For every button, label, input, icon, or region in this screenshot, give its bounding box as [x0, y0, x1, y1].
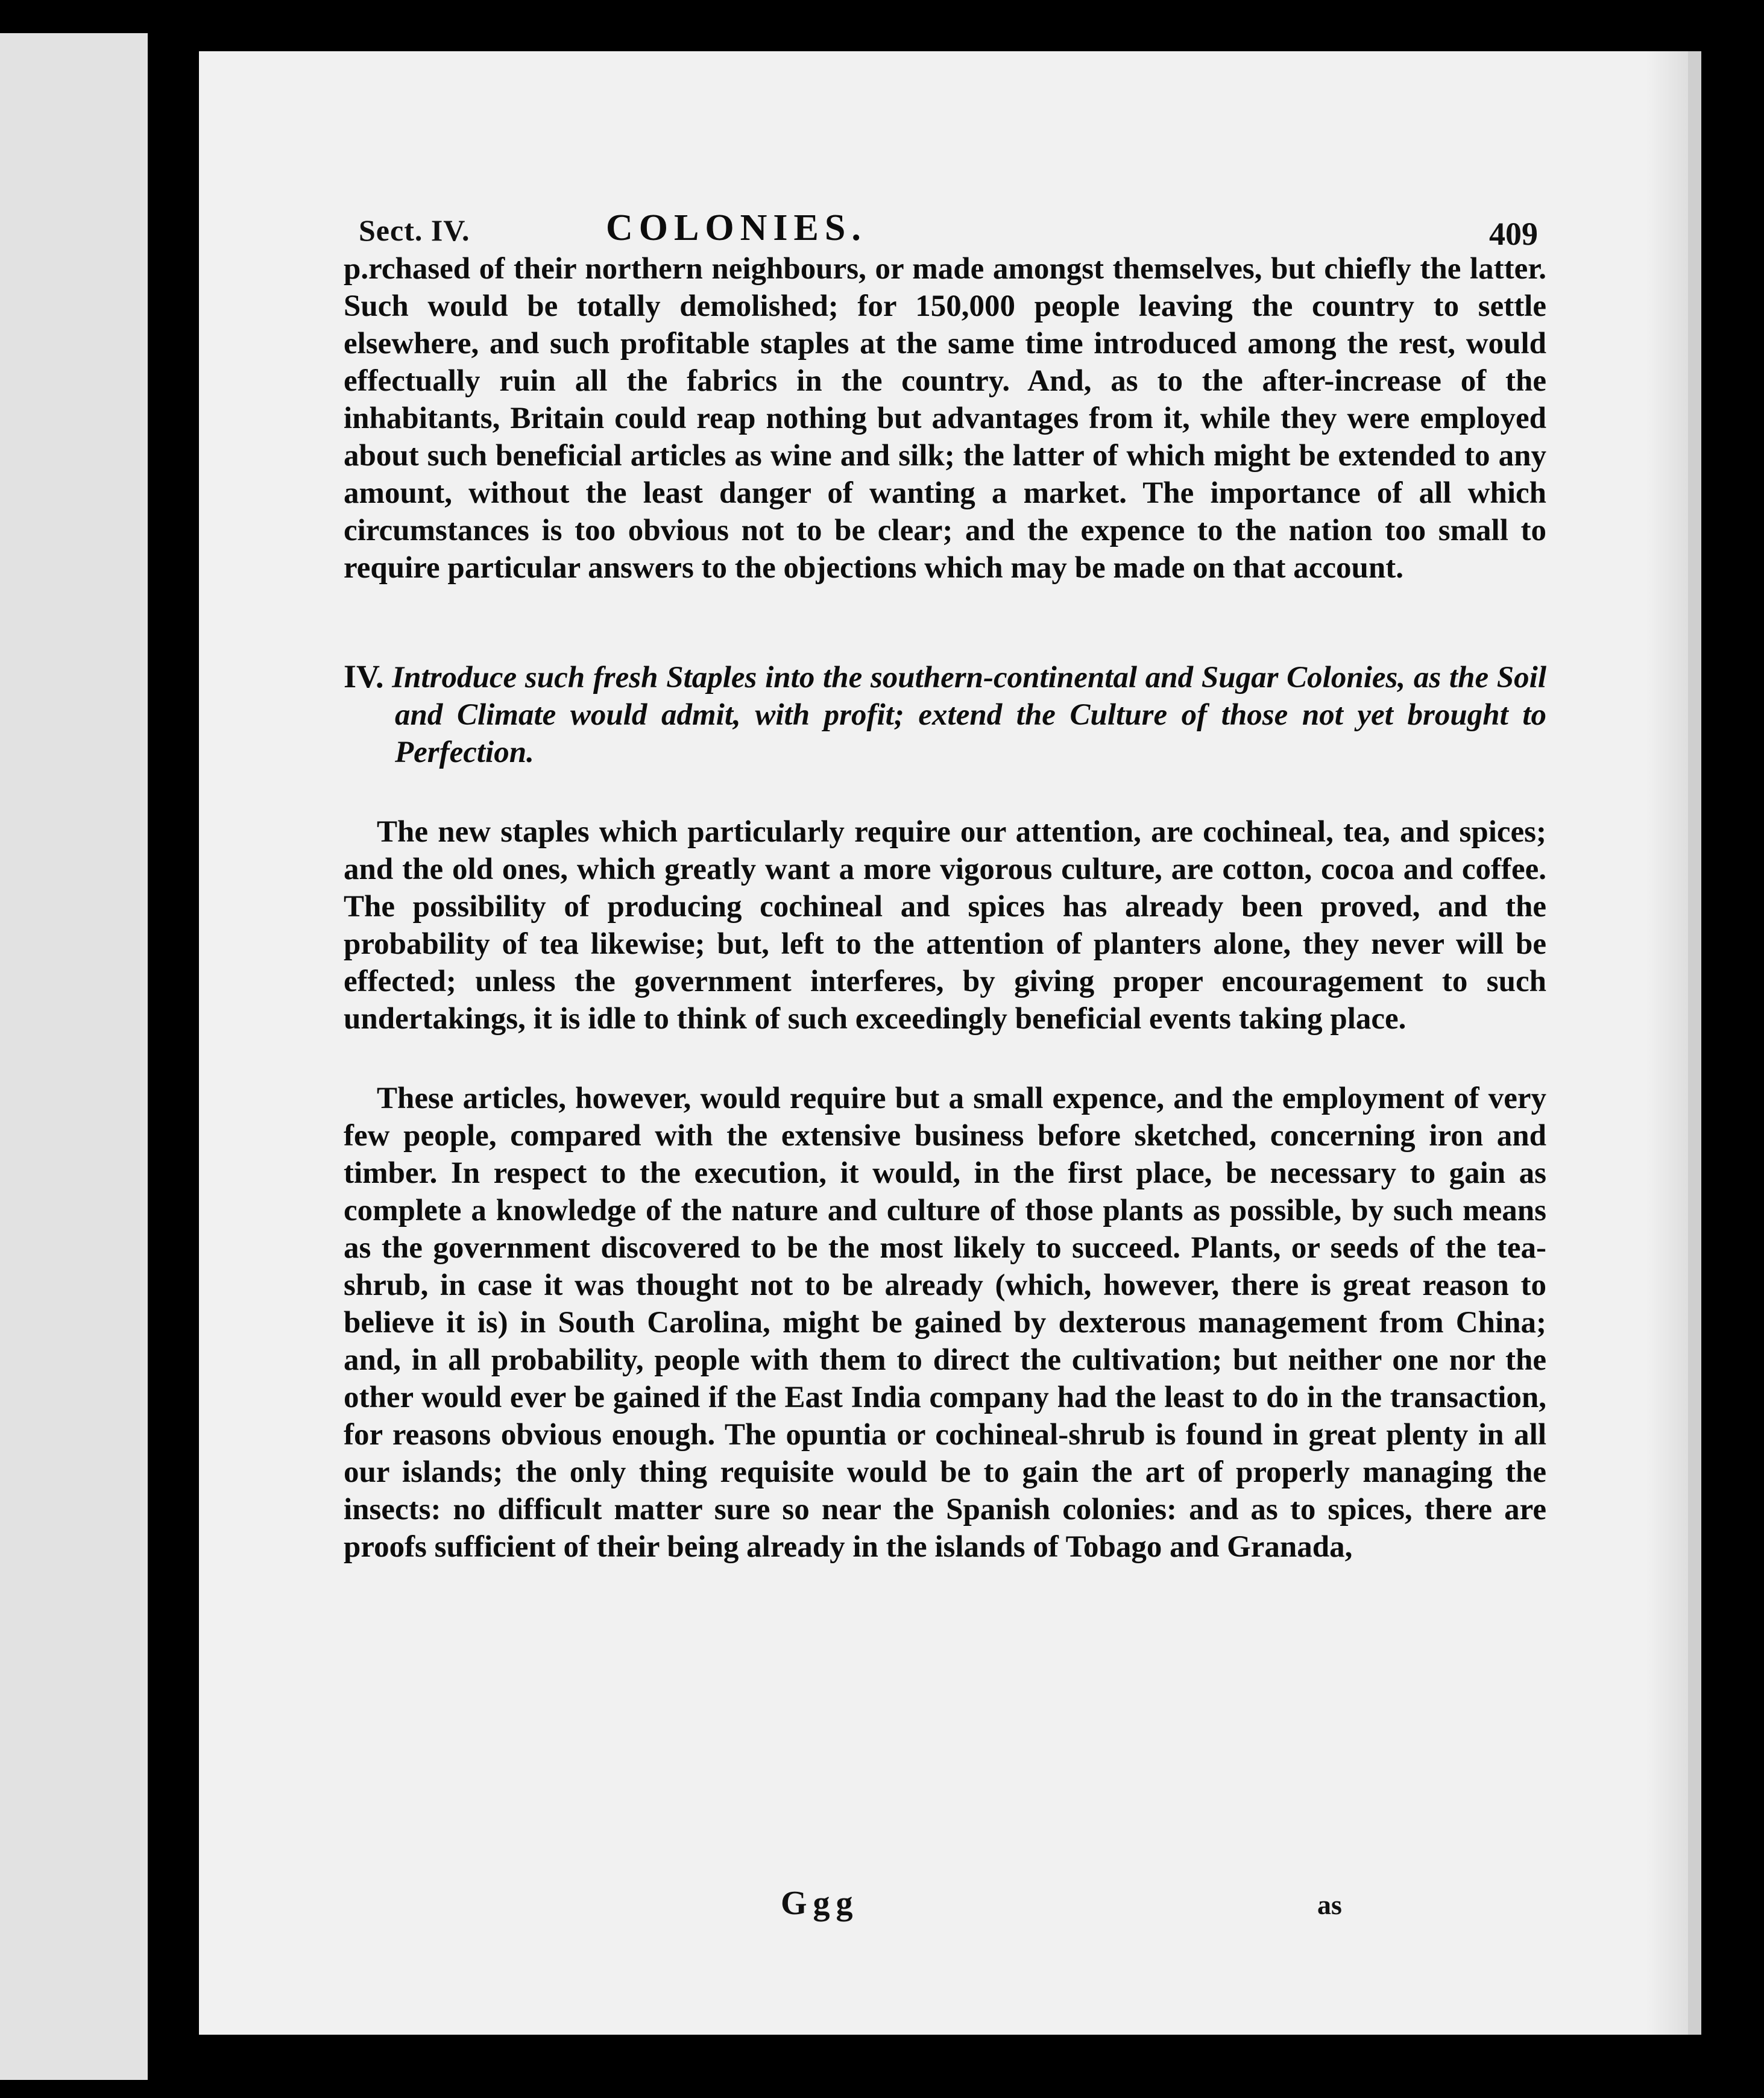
- heading-number: IV.: [344, 658, 384, 695]
- page-footer: [199, 1884, 1688, 1932]
- running-title: COLONIES.: [606, 207, 867, 248]
- page-body: [344, 250, 1546, 1566]
- gutter: [148, 0, 199, 2098]
- section-label: Sect. IV.: [359, 213, 470, 247]
- section-heading: [344, 658, 1546, 771]
- heading-text: Introduce such fresh Staples into the southern-continental and Sugar Colonies, as the Soil and Climate would admit, with profit; extend the Culture of those not yet brought to Perfection.: [392, 661, 1547, 769]
- paragraph-continued: p.rchased of their northern neighbours, or made amongst themselves, but chiefly the latter. Such would be totally demolished; for 150,000 people leaving the country to settle elsewhere, and such profitable staples at the same time introduced among the rest, would effectually ruin all the fabrics in the country. And, as to the after-increase of the inhabitants, Britain could reap nothing but advantages from it, while they were employed about such beneficial articles as wine and silk; the latter of which might be extended to any amount, without the least danger of wanting a market. The importance of all which circumstances is too obvious not to be clear; and the expence to the nation too small to require particular answers to the objections which may be made on that account.: [344, 252, 1546, 585]
- signature-mark: Ggg: [781, 1885, 859, 1922]
- catchword: as: [1317, 1889, 1342, 1920]
- paragraph: The new staples which particularly require our attention, are cochineal, tea, and spices; and the old ones, which greatly want a more vigorous culture, are cotton, cocoa and coffee. The possibility of producing cochineal and spices has already been proved, and the probability of tea likewise; but, left to the attention of planters alone, they never will be effected; unless the government interferes, by giving proper encouragement to such undertakings, it is idle to think of such exceedingly beneficial events taking place.: [344, 815, 1546, 1036]
- book-page: [199, 51, 1701, 2035]
- page-number: 409: [1489, 216, 1538, 252]
- paragraph: These articles, however, would require but a small expence, and the employment of very few people, compared with the extensive business before sketched, concerning iron and timber. In respect to the execution, it would, in the first place, be necessary to gain as complete a knowledge of the nature and culture of those plants as possible, by such means as the government discovered to be the most likely to succeed. Plants, or seeds of the tea-shrub, in case it was thought not to be already (which, however, there is great reason to believe it is) in South Carolina, might be gained by dexterous management from China; and, in all probability, people with them to direct the cultivation; but neither one nor the other would ever be gained if the East India company had the least to do in the transaction, for reasons obvious enough. The opuntia or cochineal-shrub is found in great plenty in all our islands; the only thing requisite would be to gain the art of properly managing the insects: no difficult matter sure so near the Spanish colonies: and as to spices, there are proofs sufficient of their being already in the islands of Tobago and Granada,: [344, 1082, 1546, 1564]
- facing-page-edge: [0, 33, 148, 2080]
- page-edge-shadow: [1646, 51, 1688, 2035]
